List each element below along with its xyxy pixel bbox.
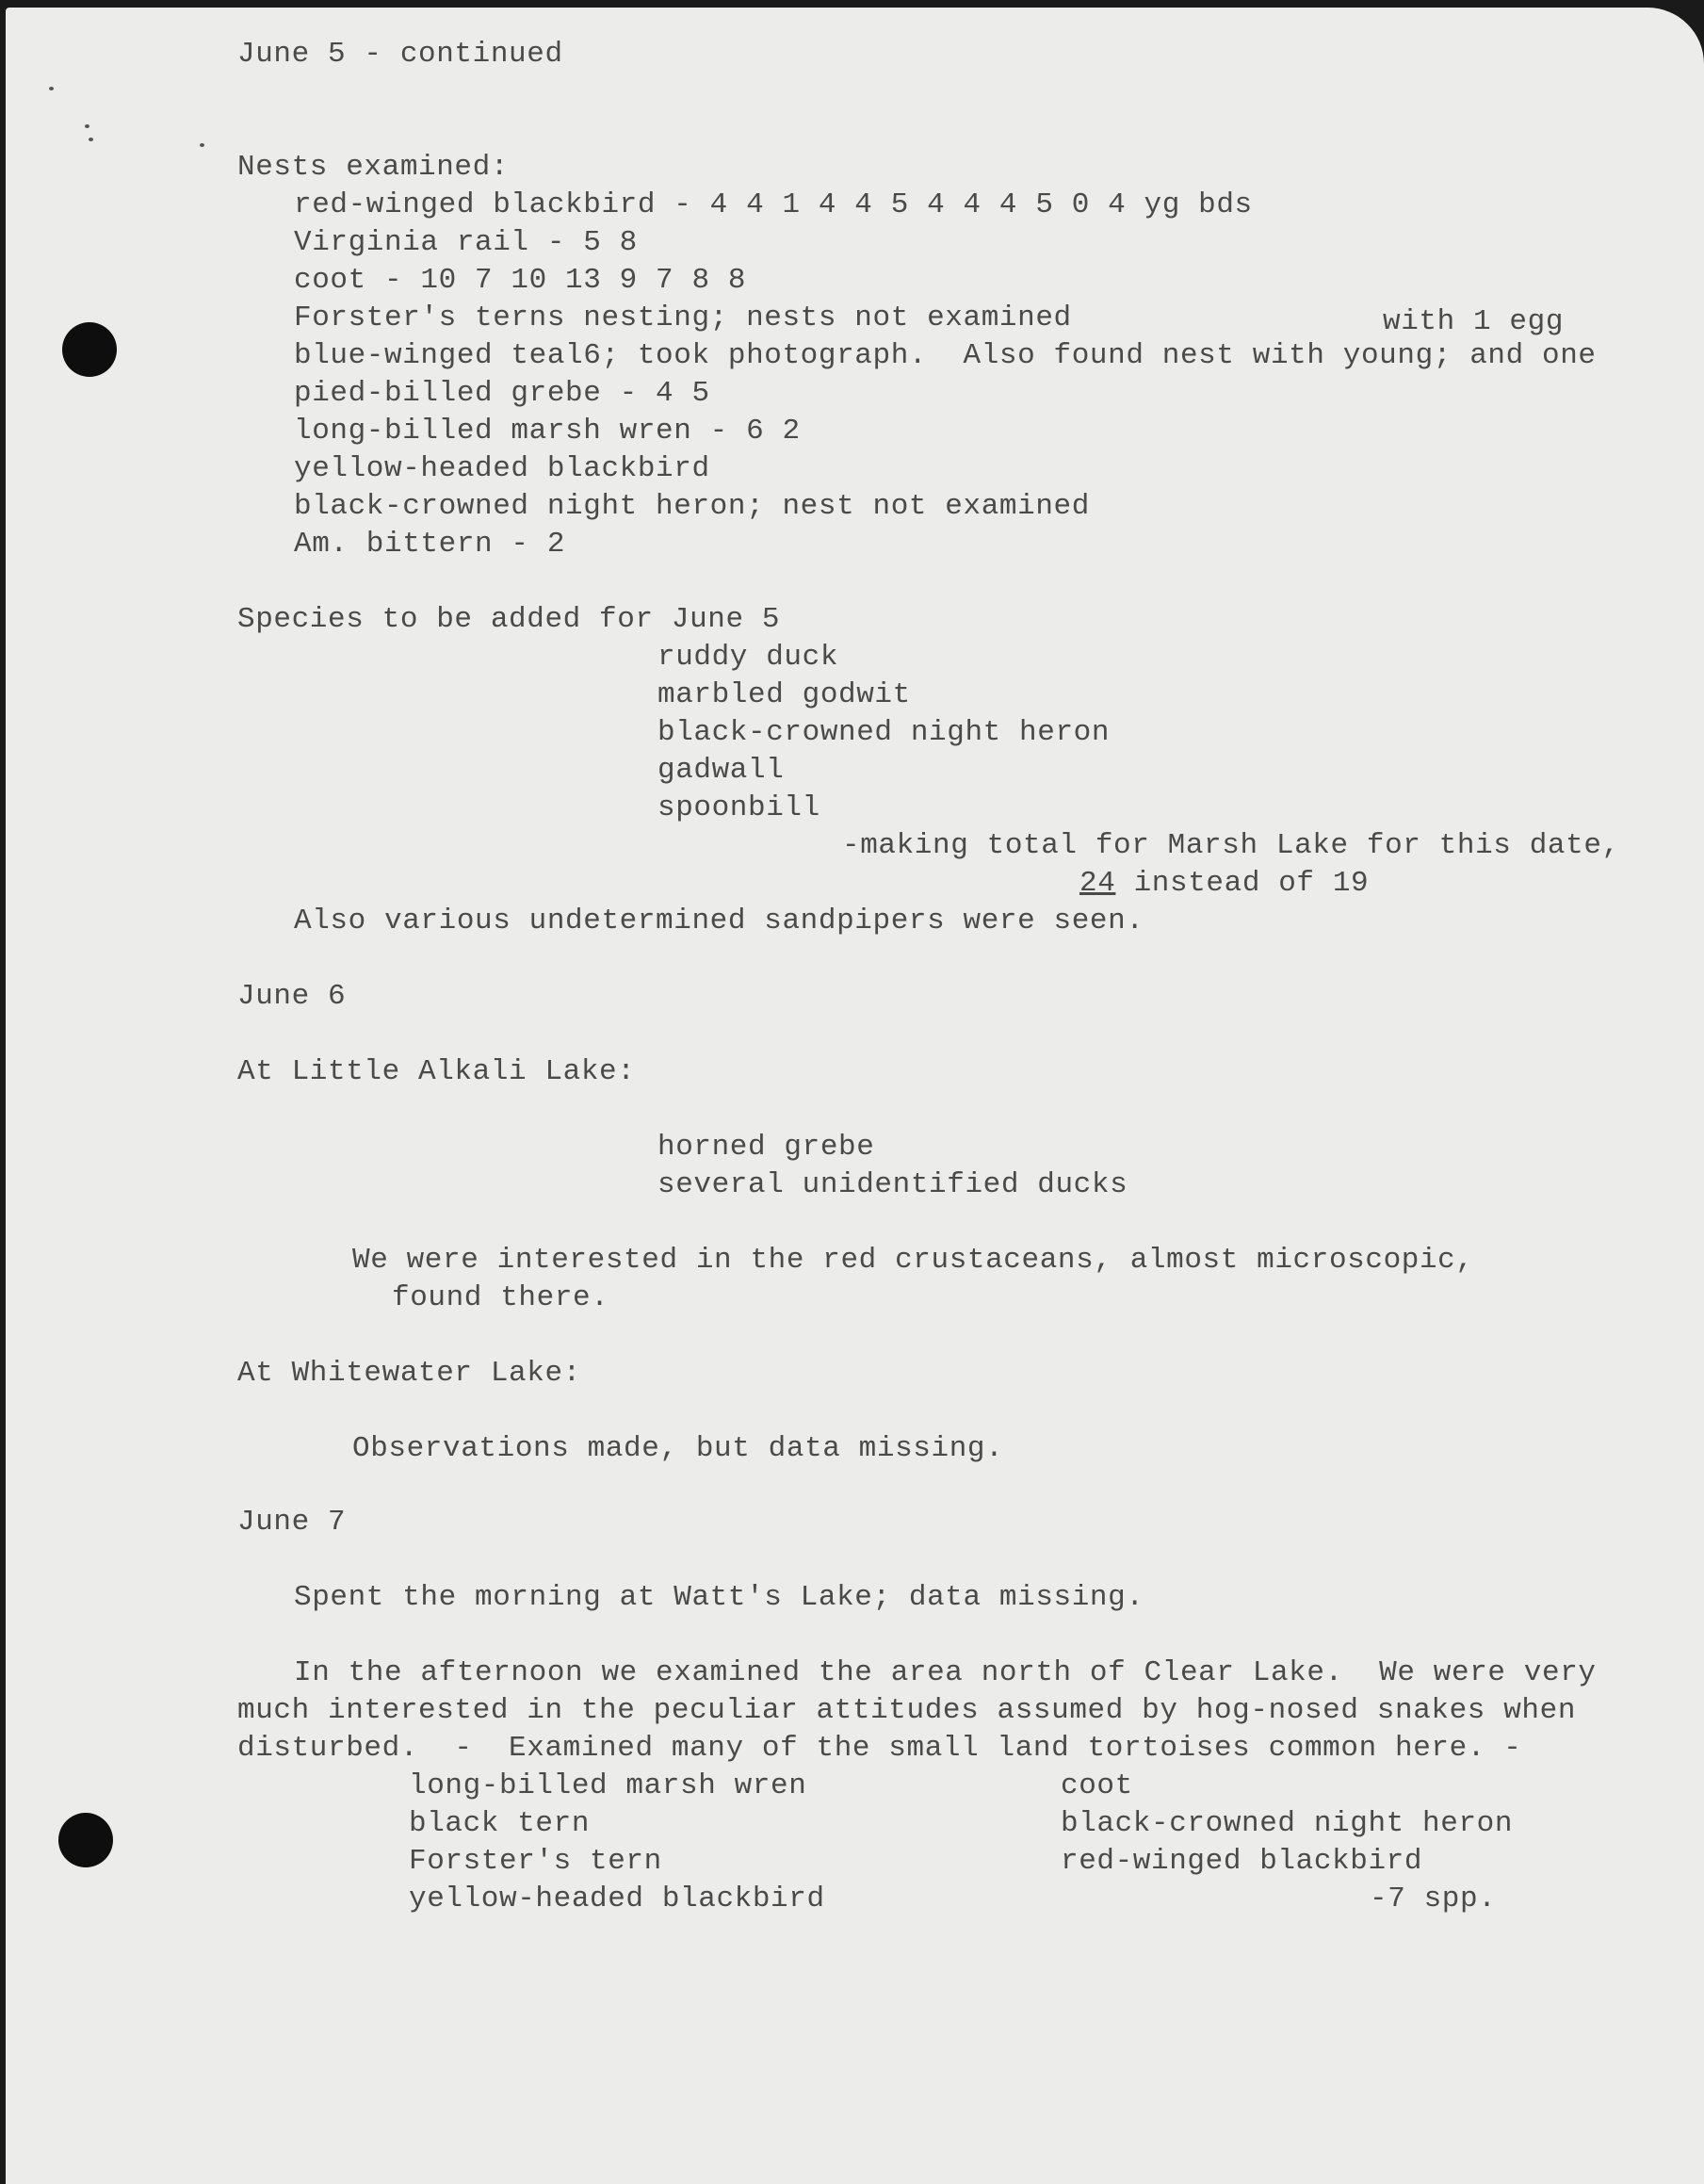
species-total-line: -making total for Marsh Lake for this date, — [842, 829, 1620, 862]
whitewater-heading: At Whitewater Lake: — [237, 1357, 581, 1390]
little-alkali-item: several unidentified ducks — [657, 1168, 1128, 1201]
punch-hole-top — [62, 322, 117, 377]
june7-species-right: coot — [1061, 1769, 1133, 1802]
nest-line: Virginia rail - 5 8 — [294, 226, 638, 259]
species-total-count-line — [1079, 867, 1369, 901]
nest-line: Am. bittern - 2 — [294, 528, 566, 561]
species-item: ruddy duck — [657, 641, 839, 674]
document-page — [6, 8, 1704, 2184]
little-alkali-item: horned grebe — [657, 1131, 875, 1164]
june7-species-left: yellow-headed blackbird — [409, 1882, 825, 1915]
date-june-7: June 7 — [237, 1506, 347, 1539]
species-added-heading: Species to be added for June 5 — [237, 603, 781, 636]
nest-insert-note: with 1 egg — [1383, 305, 1565, 338]
nest-line: red-winged blackbird - 4 4 1 4 4 5 4 4 4 5 0 4 yg bds — [294, 188, 1253, 221]
nests-heading: Nests examined: — [237, 151, 510, 184]
crustacean-note-cont: found there. — [392, 1281, 609, 1314]
june7-species-left: long-billed marsh wren — [409, 1769, 807, 1802]
species-item: black-crowned night heron — [657, 716, 1111, 749]
sandpipers-note: Also various undetermined sandpipers were seen. — [294, 905, 1144, 937]
species-total-count: 24 — [1079, 867, 1116, 900]
afternoon-para: In the afternoon we examined the area north of Clear Lake. We were very — [294, 1656, 1597, 1689]
species-item: spoonbill — [657, 791, 820, 824]
june7-species-total: -7 spp. — [1370, 1882, 1497, 1915]
morning-note: Spent the morning at Watt's Lake; data missing. — [294, 1581, 1144, 1614]
june7-species-right: red-winged blackbird — [1061, 1845, 1423, 1878]
nest-line: black-crowned night heron; nest not examined — [294, 490, 1090, 523]
whitewater-note: Observations made, but data missing. — [352, 1432, 1004, 1465]
nest-line: yellow-headed blackbird — [294, 452, 710, 485]
species-total-rest: instead of 19 — [1115, 867, 1370, 900]
june7-species-left: black tern — [409, 1807, 591, 1840]
nest-line: long-billed marsh wren - 6 2 — [294, 415, 801, 448]
nest-line: coot - 10 7 10 13 9 7 8 8 — [294, 264, 747, 297]
speck — [200, 143, 204, 147]
speck — [49, 87, 54, 90]
speck — [85, 124, 89, 128]
species-item: marbled godwit — [657, 678, 911, 711]
page-header: June 5 - continued — [237, 38, 563, 71]
nest-line: pied-billed grebe - 4 5 — [294, 377, 710, 410]
june7-species-left: Forster's tern — [409, 1845, 662, 1878]
speck — [89, 138, 93, 141]
nest-line: blue-winged teal6; took photograph. Also found nest with young; and one — [294, 339, 1597, 372]
nest-line: Forster's terns nesting; nests not examined — [294, 302, 1072, 334]
june7-species-right: black-crowned night heron — [1061, 1807, 1514, 1840]
crustacean-note: We were interested in the red crustaceans, almost microscopic, — [352, 1244, 1474, 1277]
date-june-6: June 6 — [237, 980, 347, 1013]
punch-hole-bottom — [58, 1813, 113, 1867]
little-alkali-heading: At Little Alkali Lake: — [237, 1055, 636, 1088]
afternoon-para: much interested in the peculiar attitudes assumed by hog-nosed snakes when — [237, 1694, 1577, 1727]
afternoon-para: disturbed. - Examined many of the small land tortoises common here. - — [237, 1732, 1522, 1765]
species-item: gadwall — [657, 754, 785, 787]
